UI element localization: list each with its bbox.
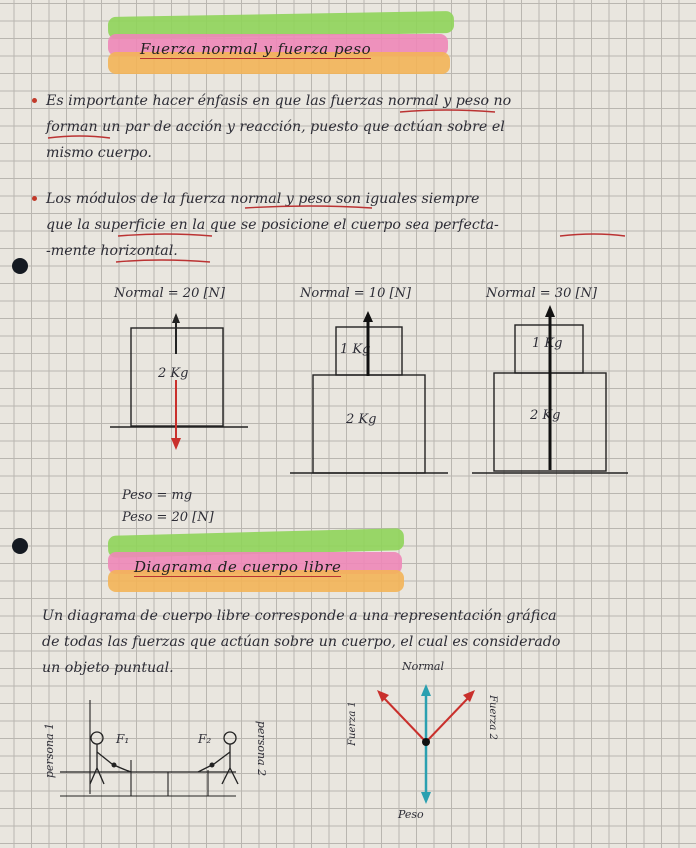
diagram-3-normal-label: Normal = 30 [N] <box>486 286 598 301</box>
free-body-diagram <box>377 684 475 804</box>
bullet-1-line-1: Es importante hacer énfasis en que las fuerzas normal y peso no <box>46 93 512 109</box>
fbd-normal-label: Normal <box>402 660 445 673</box>
bullet-2-line-2: que la superficie en la que se posicione el cuerpo sea perfecta- <box>46 217 499 233</box>
diagram-3-bottom-mass-label: 2 Kg <box>530 408 561 423</box>
fbd-fuerza1-label: Fuerza 1 <box>346 701 358 746</box>
bullet-2-line-3: -mente horizontal. <box>46 243 178 259</box>
bullet-1-line-2: forman un par de acción y reacción, puesto que actúan sobre el <box>46 119 505 135</box>
diagram-2-bottom-mass-label: 2 Kg <box>346 412 377 427</box>
force-f1-label: F₁ <box>116 732 130 746</box>
weight-value: Peso = 20 [N] <box>122 510 214 525</box>
diagram-2-normal-label: Normal = 10 [N] <box>300 286 412 301</box>
diagram-1 <box>110 313 248 450</box>
persona-2-label: persona 2 <box>255 720 269 777</box>
section1-title: Fuerza normal y fuerza peso <box>140 40 372 58</box>
people-tug-diagram <box>60 700 238 796</box>
diagram-3-top-mass-label: 1 Kg <box>532 336 563 351</box>
fbd-peso-label: Peso <box>398 808 424 821</box>
bullet-1-line-3: mismo cuerpo. <box>46 145 152 161</box>
diagram-3 <box>472 305 628 473</box>
diagram-2 <box>290 311 448 473</box>
fbd-fuerza2-label: Fuerza 2 <box>486 695 498 740</box>
fbd-definition-line-2: de todas las fuerzas que actúan sobre un cuerpo, el cual es considerado <box>42 634 561 650</box>
diagram-2-top-mass-label: 1 Kg <box>340 342 371 357</box>
diagram-1-normal-label: Normal = 20 [N] <box>114 286 226 301</box>
section2-title: Diagrama de cuerpo libre <box>134 558 342 576</box>
diagram-1-mass-label: 2 Kg <box>158 366 189 381</box>
persona-1-label: persona 1 <box>43 722 57 779</box>
fbd-definition-line-1: Un diagrama de cuerpo libre corresponde a una representación gráfica <box>42 608 557 624</box>
bullet-2-line-1: Los módulos de la fuerza normal y peso son iguales siempre <box>46 191 480 207</box>
force-f2-label: F₂ <box>198 732 212 746</box>
fbd-definition-line-3: un objeto puntual. <box>42 660 174 676</box>
weight-formula: Peso = mg <box>122 488 193 503</box>
